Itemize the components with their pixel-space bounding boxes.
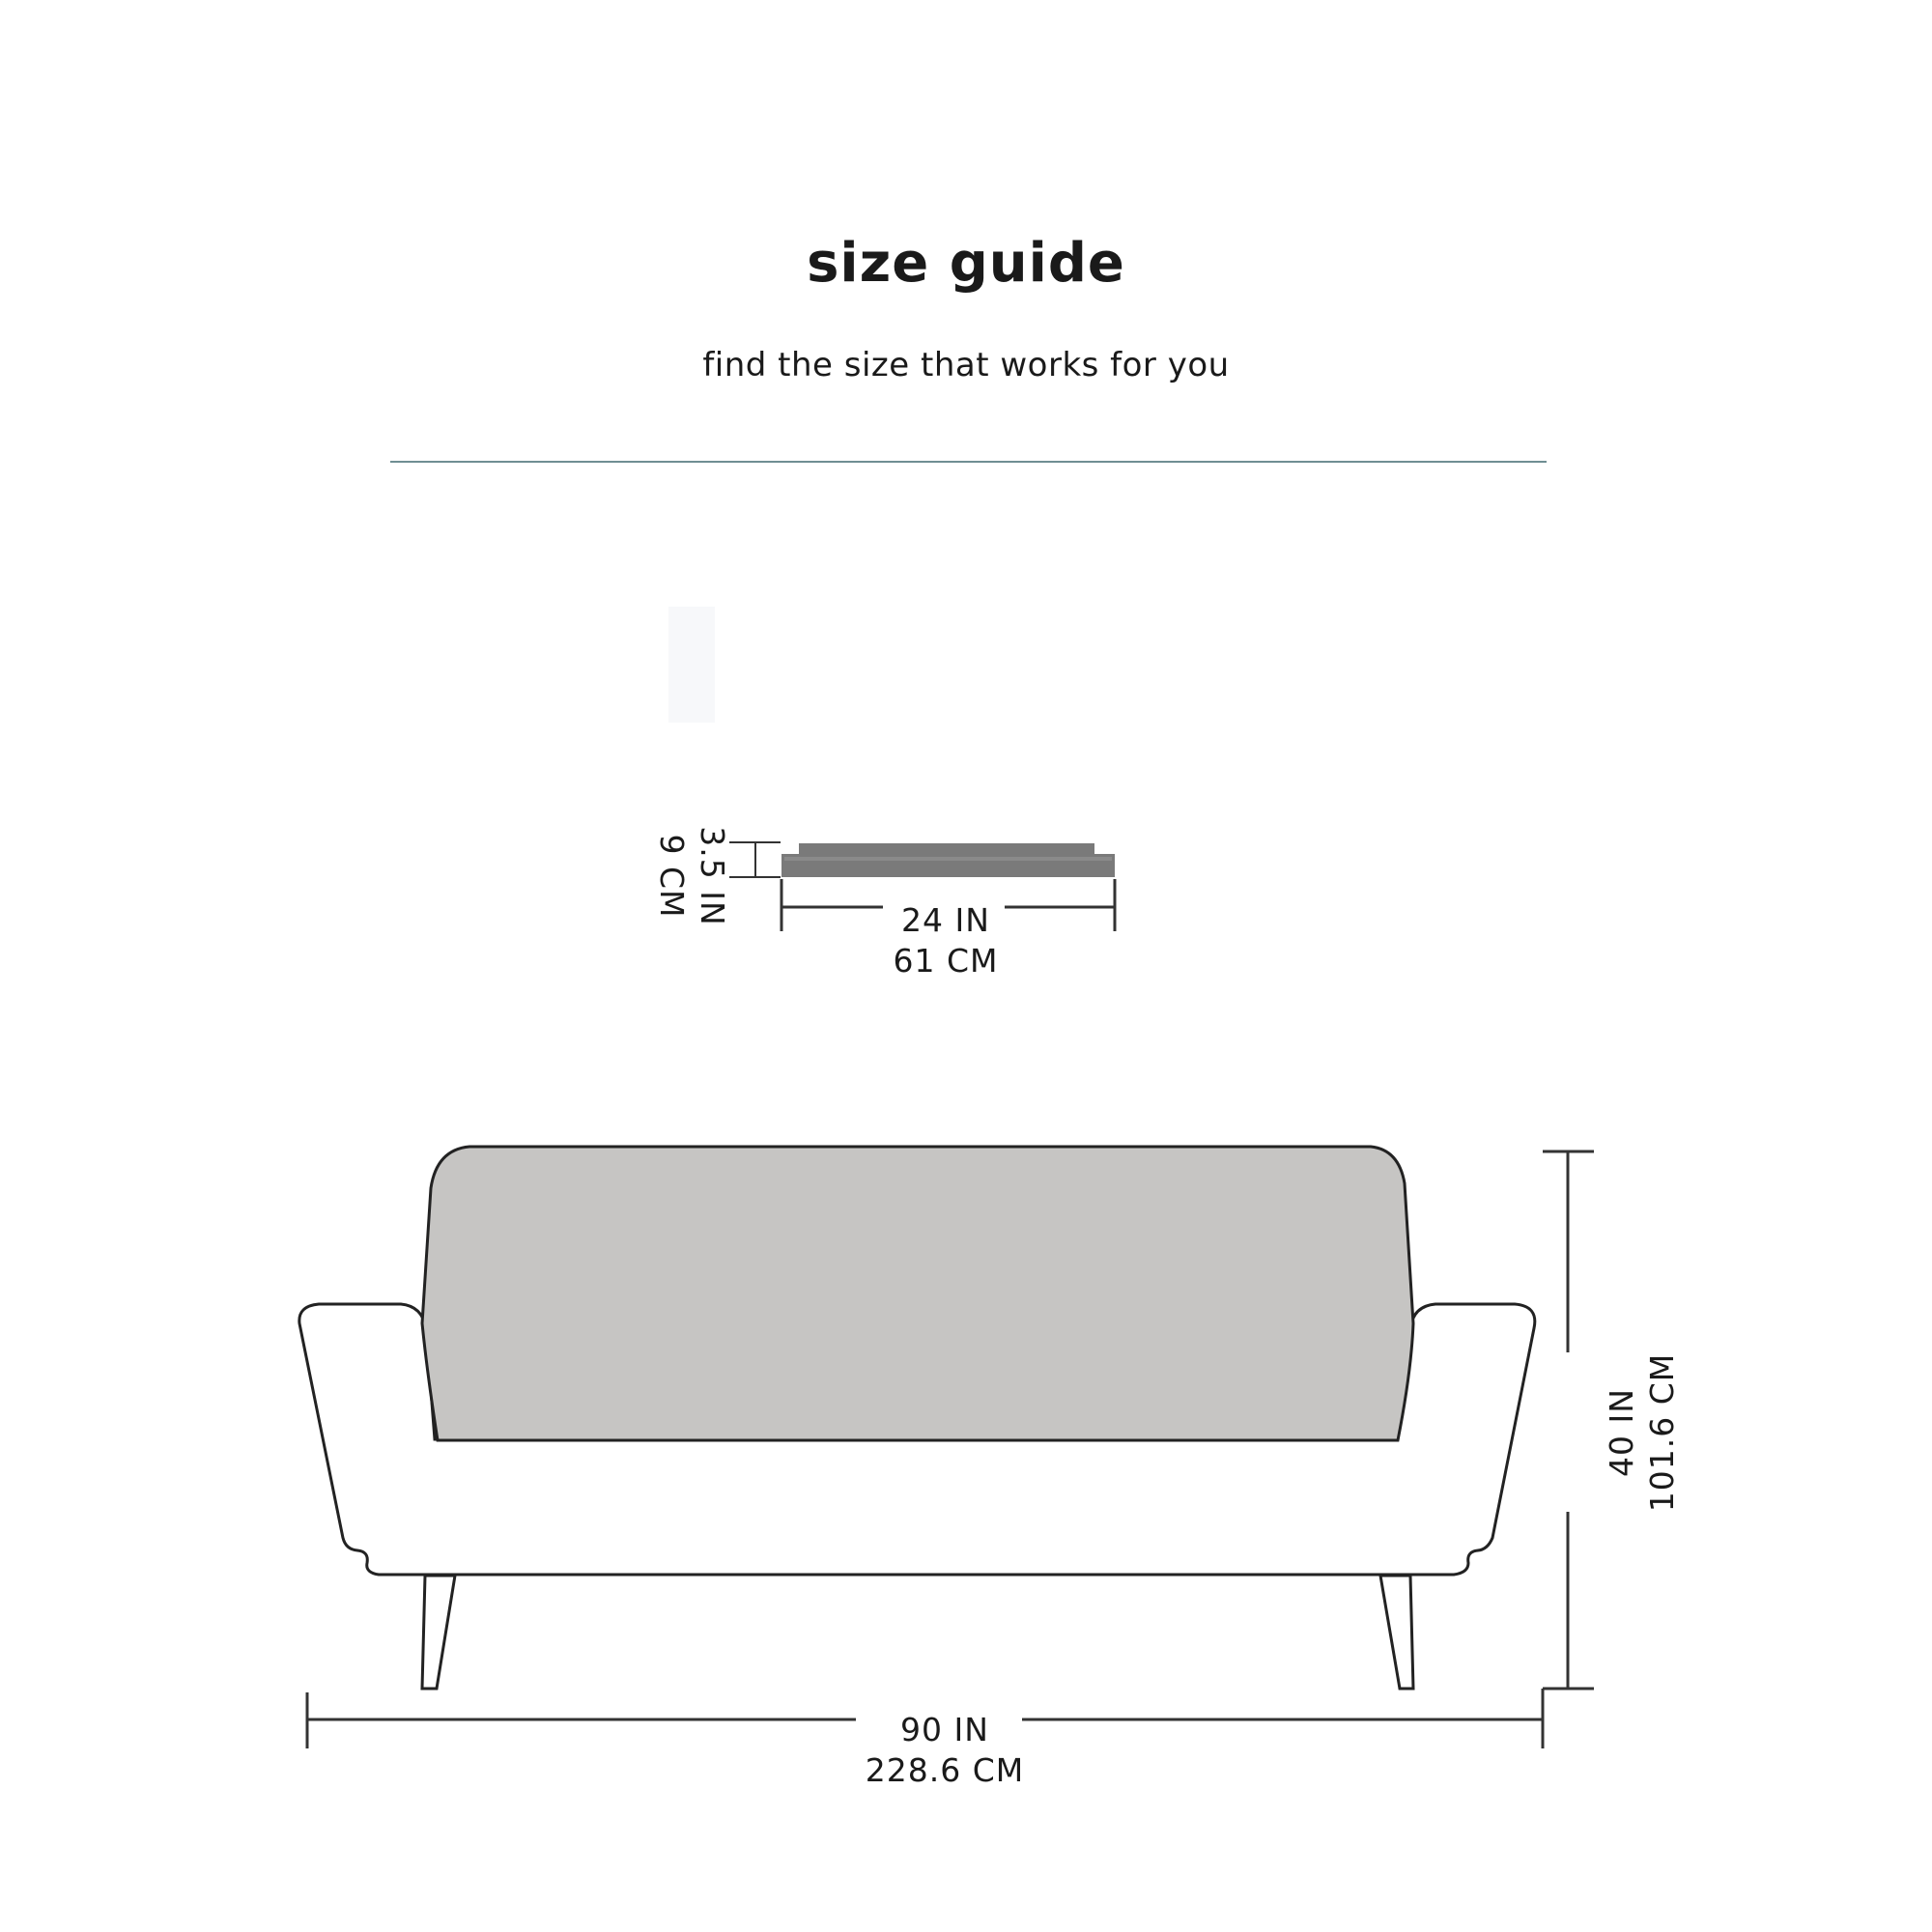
- cushion-height-cm: 9 CM: [653, 834, 691, 919]
- sofa-left-leg: [422, 1576, 455, 1689]
- page-subtitle: find the size that works for you: [702, 346, 1230, 384]
- faint-placeholder: [668, 607, 715, 723]
- sofa-height-cm: 101.6 CM: [1643, 1352, 1681, 1513]
- cushion-drawing: [781, 843, 1115, 877]
- sofa-back-cushion: [422, 1147, 1413, 1440]
- sofa-height-dimension: [1543, 1151, 1594, 1689]
- cushion-top: [799, 843, 1094, 855]
- sofa-width-label: [819, 1710, 1070, 1791]
- sofa-drawing: [299, 1147, 1535, 1689]
- cushion-width-cm: 61 CM: [893, 942, 999, 980]
- cushion-width-in: 24 IN: [901, 901, 990, 939]
- sofa-width-cm: 228.6 CM: [865, 1751, 1025, 1789]
- sofa-width-in: 90 IN: [900, 1711, 989, 1748]
- sofa-right-leg: [1380, 1576, 1413, 1689]
- sofa-height-label: [1602, 1307, 1683, 1558]
- cushion-height-dimension: [729, 842, 781, 877]
- cushion-height-label: [651, 780, 732, 973]
- cushion-width-label: [849, 900, 1042, 981]
- page-title: size guide: [807, 232, 1125, 295]
- cushion-height-in: 3.5 IN: [694, 826, 731, 926]
- cushion-highlight: [784, 857, 1112, 861]
- sofa-height-in: 40 IN: [1603, 1388, 1640, 1477]
